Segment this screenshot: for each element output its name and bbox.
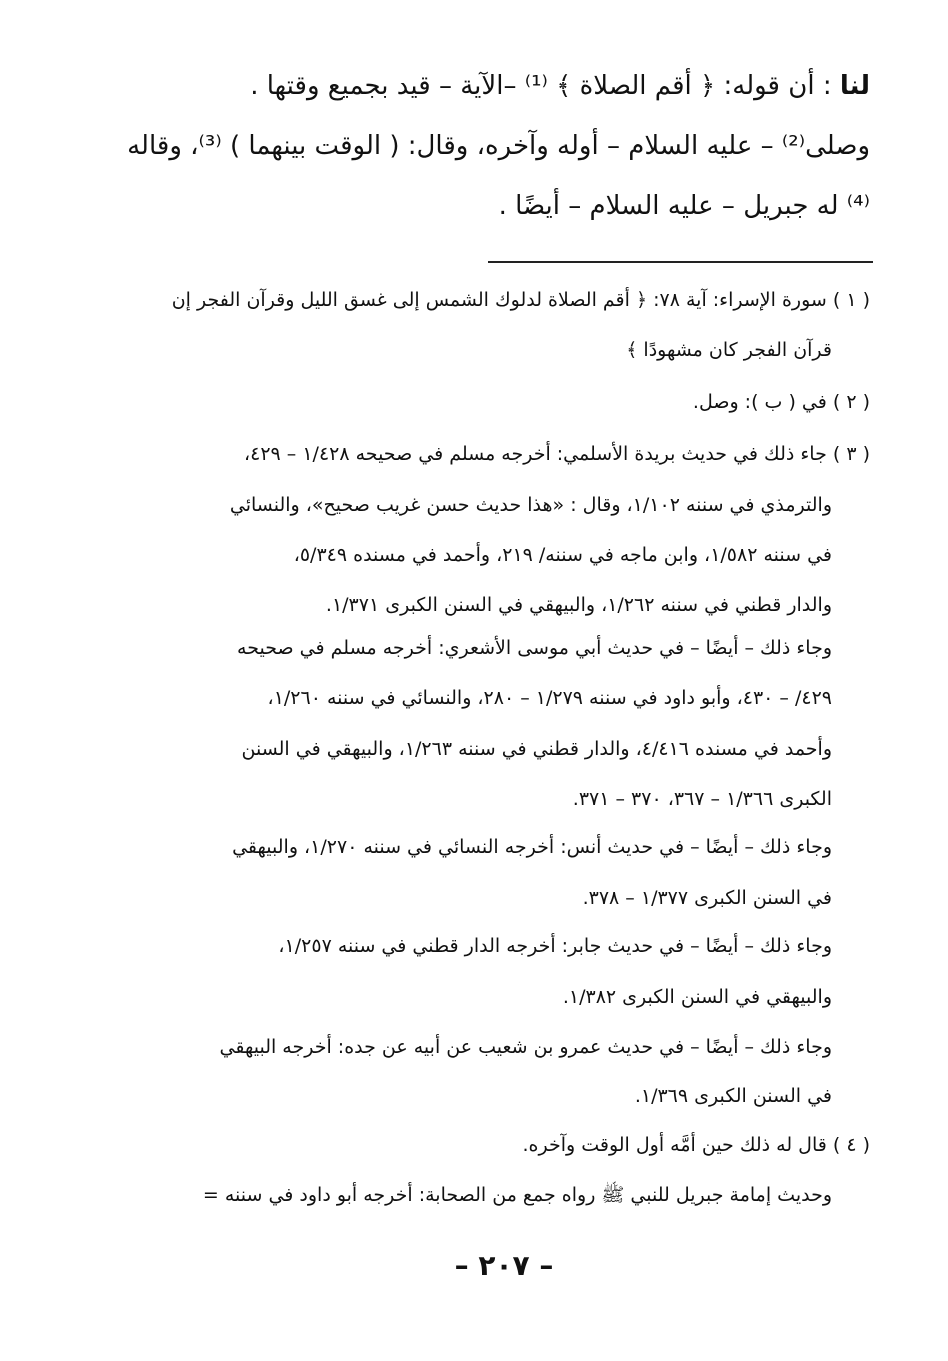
footnote-3-line-4: والدار قطني في سننه ١/٢٦٢، والبيهقي في السنن الكبرى ١/٣٧١. [325, 594, 832, 616]
footnote-1-line-2: قرآن الفجر كان مشهودًا ﴾ [626, 339, 832, 361]
footnote-1-line-1: ( ١ ) سورة الإسراء: آية ٧٨: ﴿ أقم الصلاة لدلوك الشمس إلى غسق الليل وقرآن الفجر إن [171, 289, 870, 311]
main-text-line-1-rest: : أن قوله: ﴿ أقم الصلاة ﴾ ⁽¹⁾ –الآية – قيد بجميع وقتها . [250, 71, 832, 101]
footnote-3-line-2: والترمذي في سننه ١/١٠٢، وقال : «هذا حديث حسن غريب صحيح»، والنسائي [229, 494, 832, 516]
footnote-separator [488, 261, 873, 263]
footnote-3-line-10: في السنن الكبرى ١/٣٧٧ – ٣٧٨. [582, 887, 832, 909]
footnote-3-line-12: والبيهقي في السنن الكبرى ١/٣٨٢. [562, 986, 832, 1008]
footnote-3-line-11: وجاء ذلك – أيضًا – في حديث جابر: أخرجه الدار قطني في سننه ١/٢٥٧، [278, 935, 832, 957]
footnote-3-line-6: ٤٢٩/ – ٤٣٠، وأبو داود في سننه ١/٢٧٩ – ٢٨٠، والنسائي في سننه ١/٢٦٠، [267, 687, 832, 709]
footnote-3-line-3: في سننه ١/٥٨٢، وابن ماجه في سننه/ ٢١٩، وأحمد في مسنده ٥/٣٤٩، [293, 544, 832, 566]
footnote-3-line-7: وأحمد في مسنده ٤/٤١٦، والدار قطني في سننه ١/٢٦٣، والبيهقي في السنن [241, 738, 832, 760]
footnote-3-line-1: ( ٣ ) جاء ذلك في حديث بريدة الأسلمي: أخرجه مسلم في صحيحه ١/٤٢٨ – ٤٢٩، [243, 443, 870, 465]
footnote-2: ( ٢ ) في ( ب ): وصل. [692, 391, 870, 413]
footnote-3-line-9: وجاء ذلك – أيضًا – في حديث أنس: أخرجه النسائي في سننه ١/٢٧٠، والبيهقي [232, 836, 832, 858]
main-text-line-1 [70, 64, 870, 108]
main-text-lead-word: لنا [839, 71, 870, 101]
main-text-line-2: وصلى⁽²⁾ – عليه السلام – أوله وآخره، وقال: ( الوقت بينهما ) ⁽³⁾، وقاله [127, 131, 870, 161]
footnote-4-line-2: وحديث إمامة جبريل للنبي ﷺ رواه جمع من الصحابة: أخرجه أبو داود في سننه = [202, 1184, 832, 1206]
page-number: – ٢٠٧ – [454, 1249, 554, 1282]
footnote-3-line-13: وجاء ذلك – أيضًا – في حديث عمرو بن شعيب عن أبيه عن جده: أخرجه البيهقي [219, 1036, 832, 1058]
footnote-3-line-5: وجاء ذلك – أيضًا – في حديث أبي موسى الأشعري: أخرجه مسلم في صحيحه [237, 637, 832, 659]
footnote-3-line-8: الكبرى ١/٣٦٦ – ٣٦٧، ٣٧٠ – ٣٧١. [572, 788, 832, 810]
footnote-4-line-1: ( ٤ ) قال له ذلك حين أمَّه أول الوقت وآخره. [522, 1134, 870, 1156]
footnote-3-line-14: في السنن الكبرى ١/٣٦٩. [634, 1085, 832, 1107]
main-text-line-3: ⁽⁴⁾ له جبريل – عليه السلام – أيضًا . [498, 191, 870, 221]
